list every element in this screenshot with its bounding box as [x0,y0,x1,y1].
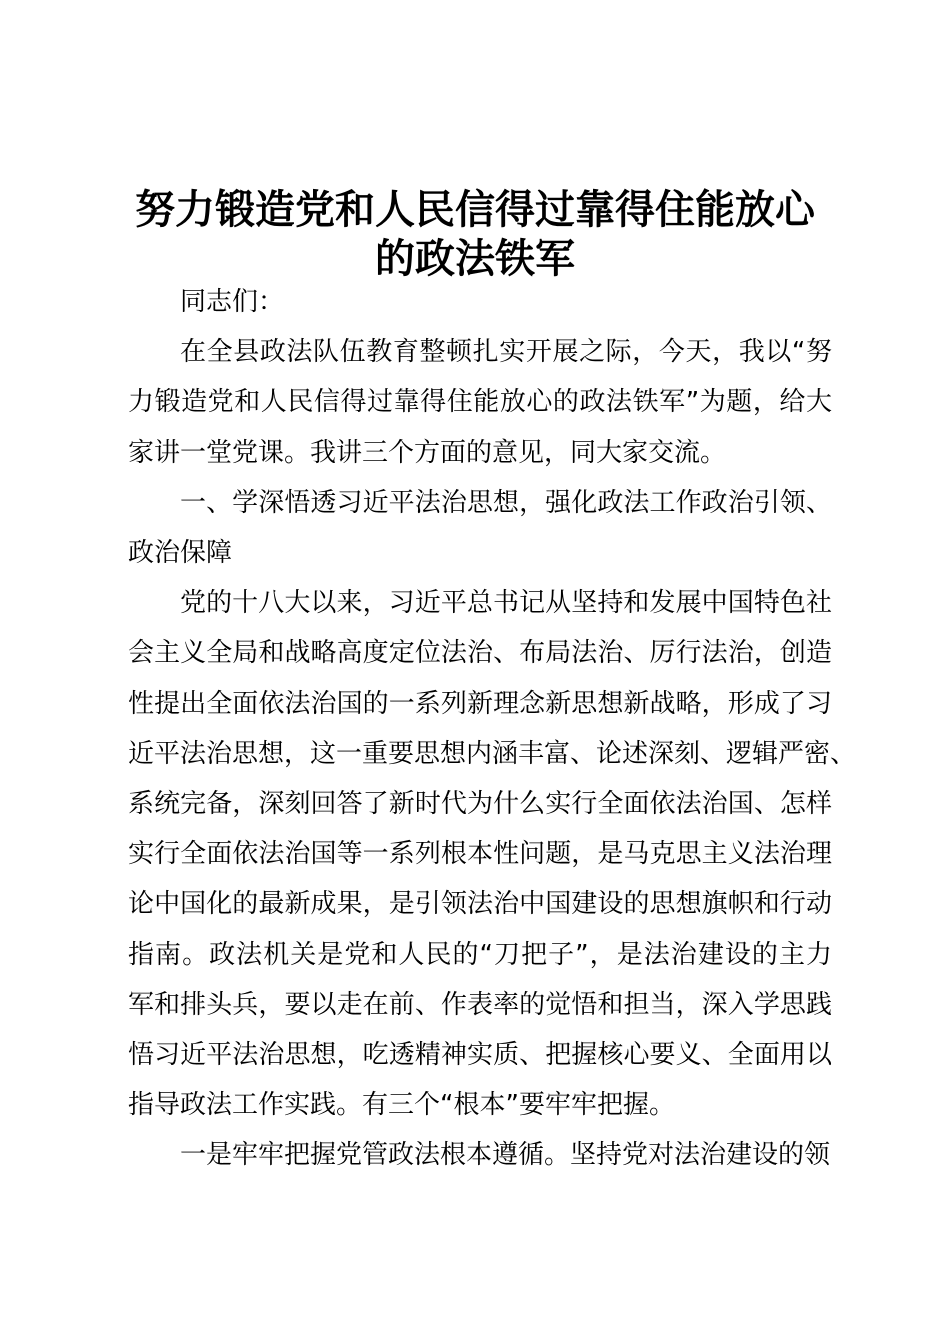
paragraph-line: 近平法治思想，这一重要思想内涵丰富、论述深刻、逻辑严密、 [128,738,857,769]
paragraph-line: 会主义全局和战略高度定位法治、布局法治、厉行法治，创造 [128,638,832,669]
paragraph-line: 一、学深悟透习近平法治思想，强化政法工作政治引领、 [180,487,832,518]
paragraph-line: 系统完备，深刻回答了新时代为什么实行全面依法治国、怎样 [128,789,832,819]
paragraph-line: 同志们： [180,287,285,317]
paragraph-line: 力锻造党和人民信得过靠得住能放心的政法铁军”为题，给大 [128,387,832,418]
paragraph-line: 实行全面依法治国等一系列根本性问题，是马克思主义法治理 [128,839,832,870]
paragraph-line: 军和排头兵，要以走在前、作表率的觉悟和担当，深入学思践 [128,989,832,1020]
document-title-line-1: 努力锻造党和人民信得过靠得住能放心 [135,187,815,233]
paragraph-line: 在全县政法队伍教育整顿扎实开展之际，今天，我以“努 [180,337,832,368]
paragraph-line: 政治保障 [128,538,233,568]
paragraph-line: 指导政法工作实践。有三个“根本”要牢牢把握。 [128,1090,675,1121]
paragraph-line: 一是牢牢把握党管政法根本遵循。坚持党对法治建设的领 [180,1140,831,1171]
paragraph-line: 悟习近平法治思想，吃透精神实质、把握核心要义、全面用以 [128,1040,832,1070]
document-title-line-2: 的政法铁军 [375,236,575,282]
paragraph-line: 论中国化的最新成果，是引领法治中国建设的思想旗帜和行动 [128,889,832,920]
paragraph-line: 指南。政法机关是党和人民的“刀把子”，是法治建设的主力 [128,939,832,970]
paragraph-line: 性提出全面依法治国的一系列新理念新思想新战略，形成了习 [128,688,832,719]
paragraph-line: 党的十八大以来，习近平总书记从坚持和发展中国特色社 [180,588,832,619]
paragraph-line: 家讲一堂党课。我讲三个方面的意见，同大家交流。 [128,437,727,468]
